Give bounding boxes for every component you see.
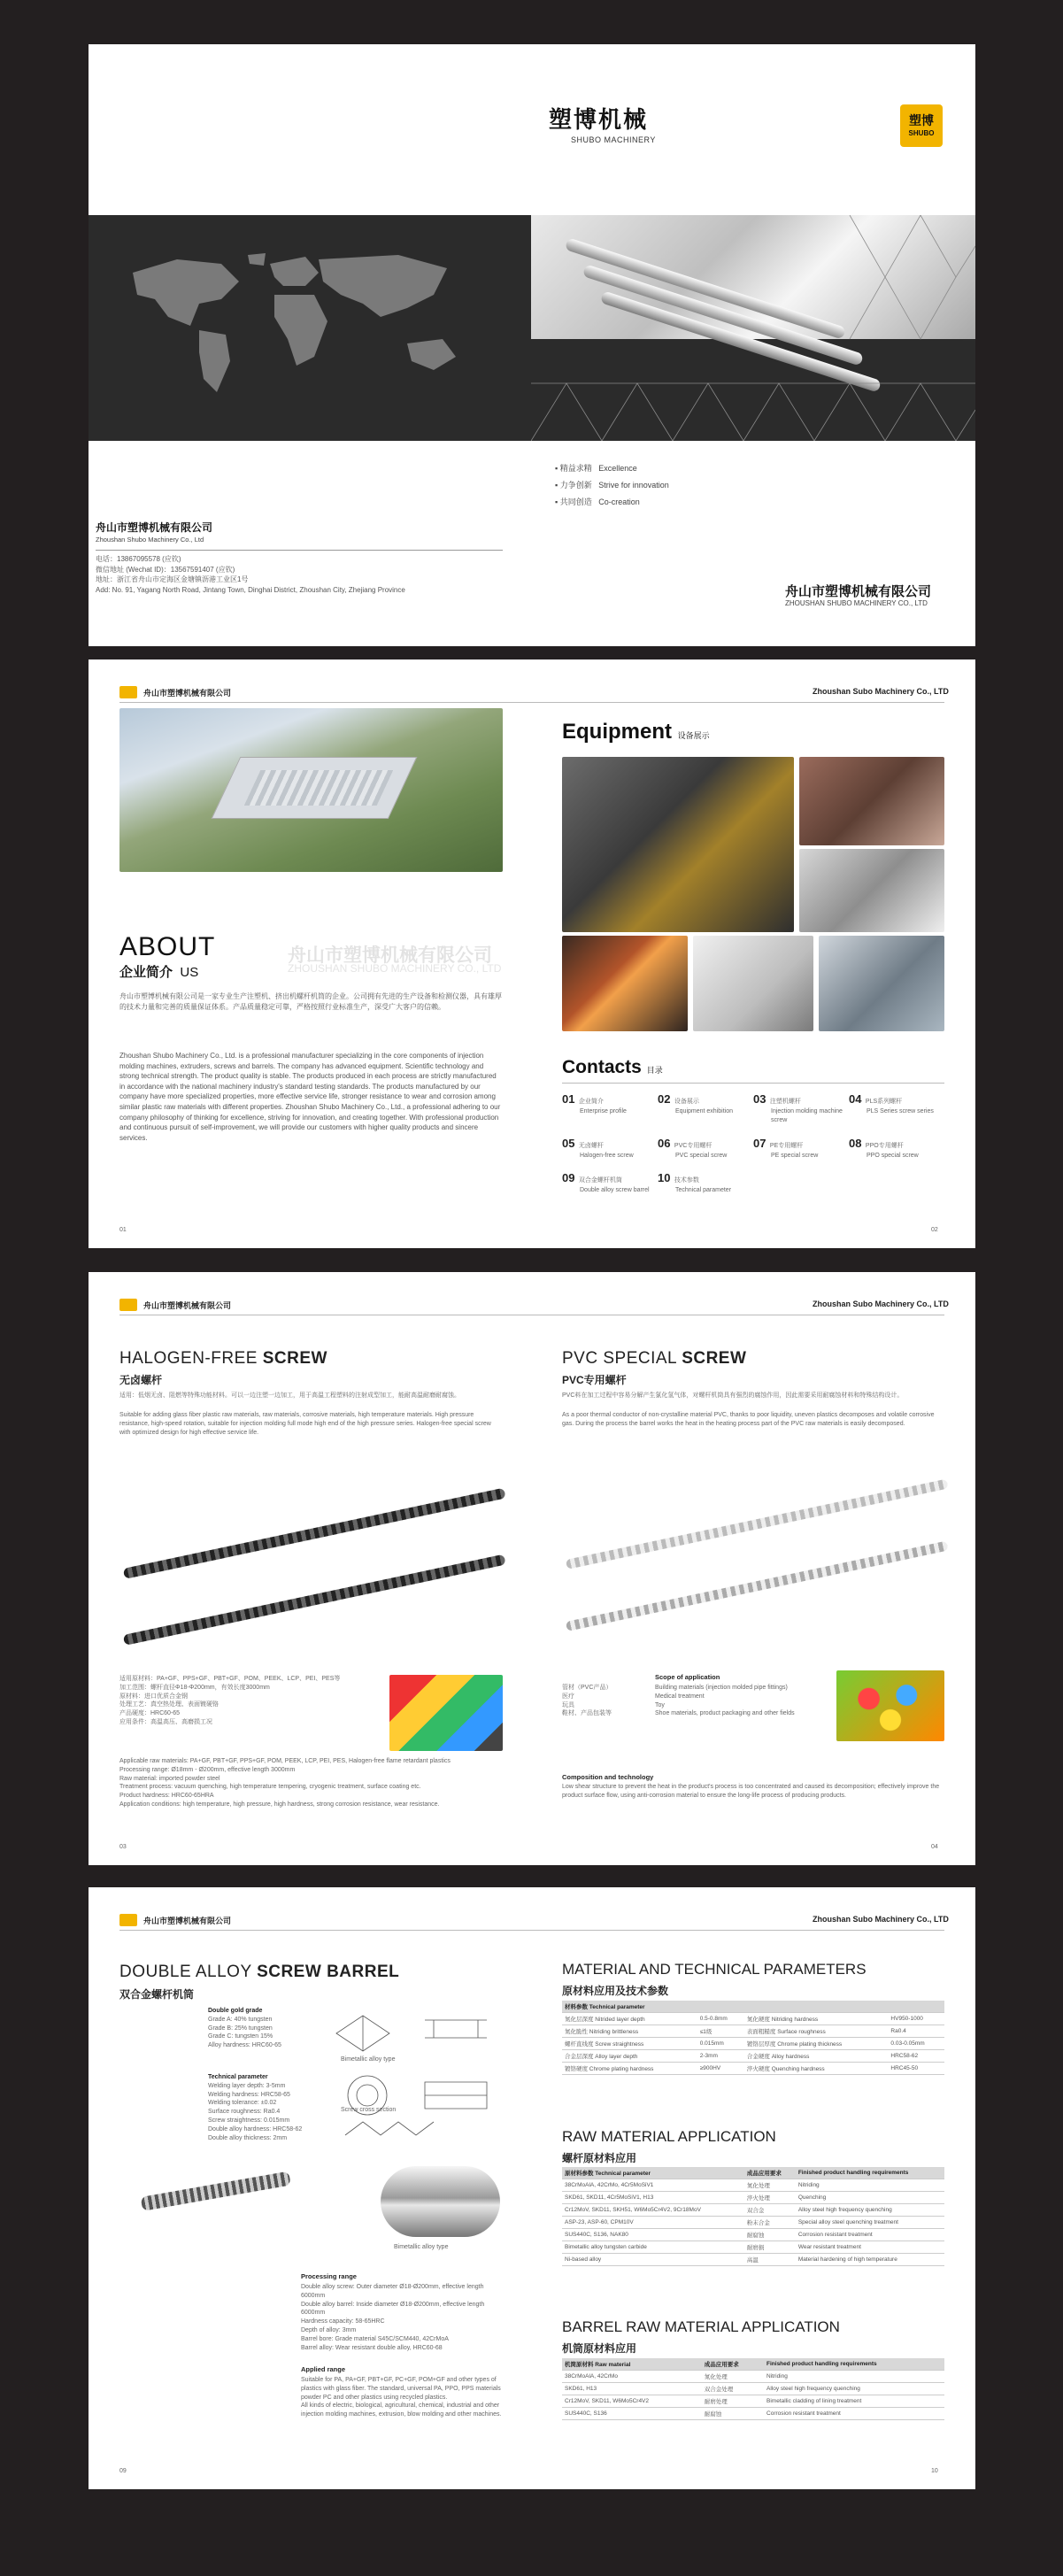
- equipment-title: Equipment 设备展示: [562, 720, 710, 744]
- processing-text: Double alloy screw: Outer diameter Ø18-Ø200mm, effective length 6000mm Double alloy barrel: Inside diameter Ø18-Ø200mm, effective length 6000mm Hardness capacity: 58-65HRC Depth of alloy: 3mm Barrel bore: Grade material S45C/SCM440, 42CrMoA Barrel alloy: Wear resistant double alloy, HRC60-68: [301, 2284, 485, 2351]
- factory-photo: [119, 708, 503, 872]
- about-subtitle: 企业简介 US: [119, 965, 199, 980]
- company-name-cn: 舟山市塑博机械有限公司: [96, 521, 213, 534]
- table-row: ASP-23, ASP-60, CPM10V 粉末合金 Special alloy steel quenching treatment: [562, 2217, 944, 2229]
- triangle-pattern: [531, 215, 975, 441]
- double-title: DOUBLE ALLOY SCREW BARREL: [119, 1963, 400, 1981]
- header-company-en: Zhoushan Subo Machinery Co., LTD: [813, 1915, 949, 1924]
- halogen-intro-cn: 适用：低烟无卤、阻燃等特殊功能材料。可以一边注塑一边加工，用于高温工程塑料的注射成型加工，能耐高温耐磨耐腐蚀。: [119, 1392, 460, 1399]
- raw-title-cn: 螺杆原材料应用: [562, 2152, 637, 2164]
- equipment-photo-lathe: [562, 757, 794, 932]
- about-text-cn: 舟山市塑博机械有限公司是一家专业生产注塑机、挤出机螺杆机筒的企业。公司拥有先进的生产设备和检测仪器，具有雄厚的技术力量和完善的质量保证体系。产品质量稳定可靠，严格按照行业标准生产，深受广大客户的信赖。: [119, 992, 502, 1011]
- about-text-en: Zhoushan Shubo Machinery Co., Ltd. is a professional manufacturer specializing in the core components of injection molding machines, extruders, screws and barrels. The company has advanced equipment. Scientific technology and strong technical strength. The product quality is stable. The products produced in each process are strictly manufactured in accordance with the national machinery industry's standard testing standards. The products manufactured by our company have more specialized properties, more effective service life, stronger resistance to wear and corrosion among similar plastic raw materials with different properties. Zhoushan Shubo Machinery Co., Ltd., a professional adhering to our company philosophy of thinking for excellence, striving for innovation, and creating together. With professional production and continuous pursuit of self-improvement, we will provide our customers with higher quality products and sincere services.: [119, 1052, 501, 1142]
- header-company-cn: 舟山市塑博机械有限公司: [143, 1917, 232, 1925]
- contact-info: 电话：13867095578 (应钦) 微信地址 (Wechat ID)：13567591407 (应钦) 地址：浙江省舟山市定海区金塘镇沥港工业区1号 Add: No. 91, Yagang North Road, Jintang Town, Dinghai District, Zhoushan City, Zhejiang Province: [96, 555, 405, 594]
- slogan-item: ▪ 力争创新 Strive for innovation: [555, 481, 669, 490]
- applied-text: Suitable for PA, PA+GF, PBT+GF, PC+GF, POM+GF and other types of plastics with glass fiber. The standard, universal PA, PPO, PPS materials powder PC and other plastics using recycled plastics. All kinds of electric, biological, agricultural, chemical, industrial and other injection molding machines, extrusion, blow molding and other machines.: [301, 2377, 502, 2418]
- table-row: 镀铬硬度 Chrome plating hardness ≥900HV 淬火硬度 Quenching hardness HRC45-50: [562, 2063, 944, 2075]
- header-logo: [119, 1914, 137, 1926]
- contents-list: [562, 1091, 944, 1195]
- header-company-en: Zhoushan Subo Machinery Co., LTD: [813, 1300, 949, 1308]
- barrel-title-cn: 机筒原材料应用: [562, 2342, 637, 2355]
- pvc-comp-title: Composition and technology: [562, 1773, 654, 1781]
- cover-top: [89, 44, 975, 212]
- header-logo: [119, 686, 137, 698]
- pvc-intro-en: As a poor thermal conductor of non-crystalline material PVC, thanks to poor liquidity, uneven plastics decomposes and volatile corrosive gas. During the process the barrel works the heat in the heating process part of the PVC raw materials is easily decomposed.: [562, 1412, 935, 1427]
- contacts-title: Contacts 目录: [562, 1057, 663, 1077]
- double-title-cn: 双合金螺杆机筒: [119, 1988, 195, 2001]
- table-row: SKD61, SKD11, 4Cr5MoSiV1, H13 淬火处理 Quenching: [562, 2192, 944, 2204]
- barrel-title: BARREL RAW MATERIAL APPLICATION: [562, 2318, 840, 2335]
- contents-item[interactable]: 01 企业简介 Enterprise profile: [562, 1092, 627, 1114]
- table-row: Bimetallic alloy tungsten carbide 耐磨损 Wear resistant treatment: [562, 2241, 944, 2254]
- material-title-cn: 原材料应用及技术参数: [562, 1985, 669, 1997]
- screw-page: [89, 1272, 975, 1865]
- contents-item[interactable]: 06 PVC专用螺杆 PVC special screw: [658, 1136, 728, 1159]
- table-row: SUS440C, S136, NAK80 耐腐蚀 Corrosion resistant treatment: [562, 2229, 944, 2241]
- contacts-divider: [562, 1083, 944, 1084]
- page-number: 02: [931, 1227, 938, 1233]
- halogen-spec-cn: 适用原材料：PA+GF、PPS+GF、PBT+GF、POM、PEEK、LCP、PEI、PES等 加工范围：螺杆直径Φ18-Φ200mm，有效长度3000mm 原材料：进口优质合金钢 处理工艺：真空热处理、表面镀硬铬 产品硬度：HRC60-65 应用条件：高温高压、高磨损工况: [119, 1676, 341, 1725]
- halogen-intro-en: Suitable for adding glass fiber plastic raw materials, raw materials, corrosive materials, high temperature materials. High pressure resistance, high-speed rotation, suitable for injection molding full mode high end of the high pressure series. Halogen-free special screw with optimized design for high effective service life.: [119, 1412, 491, 1436]
- tech-table: 材料参数 Technical parameter 氮化层深度 Nitrided layer depth 0.5-0.8mm 氮化硬度 Nitriding hardness HV950-1000 氮化脆性 Nitriding brittleness ≤1级 表面粗糙度 Surface roughness Ra0.4 螺杆直线度 Screw straightness 0.015mm 镀铬层厚度 Chrome plating thickness 0.03-0.05mm 合金层深度 Alloy layer depth 2-3mm 合金硬度 Alloy hardness HRC58-62 镀铬硬度 Chrome plating hardness ≥900HV 淬火硬度 Quenching hardness HRC45-50: [562, 2001, 944, 2075]
- raw-table: 原材料参数 Technical parameter 成品应用要求 Finished product handling requirements 38CrMoAlA, 42CrMo, 4Cr5MoSiV1 氮化处理 Nitriding SKD61, SKD11, 4Cr5MoSiV1, H13 淬火处理 Quenching Cr12MoV, SKD11, SKH51, W6Mo5Cr4V2, 9Cr18MoV 双合金 Alloy steel high frequency quenching ASP-23, ASP-60, CPM10V 粉末合金 Special alloy steel quenching treatment SUS440C, S136, NAK80 耐腐蚀 Corrosion resistant treatment Bimetallic alloy tungsten carbide 耐磨损 Wear resistant treatment Ni-based alloy 高温 Material hardening of high temperature: [562, 2167, 944, 2266]
- brand-en: SHUBO MACHINERY: [571, 135, 656, 144]
- cover-banner: [89, 215, 975, 441]
- contents-item[interactable]: 05 无卤螺杆 Halogen-free screw: [562, 1136, 634, 1159]
- diagram-label: Bimetallic alloy type: [341, 2056, 396, 2063]
- footer-company-en: ZHOUSHAN SHUBO MACHINERY CO., LTD: [785, 599, 928, 607]
- page-number: 03: [119, 1844, 127, 1850]
- material-page: [89, 1887, 975, 2489]
- equipment-photo-machine: [799, 757, 944, 845]
- header-company-cn: 舟山市塑博机械有限公司: [143, 1301, 232, 1310]
- divider: [96, 550, 503, 551]
- pvc-intro-cn: PVC料在加工过程中容易分解产生氯化氢气体，对螺杆机筒具有强烈的腐蚀作用，因此需要采用耐腐蚀材料和特殊结构设计。: [562, 1392, 904, 1399]
- brand-logo: 塑博 SHUBO: [900, 104, 943, 147]
- slogan-item: ▪ 共同创造 Co-creation: [555, 497, 640, 506]
- alloy-diagram: [327, 2007, 496, 2157]
- pvc-scope-table: 管材（PVC产品） Building materials (injection molded pipe fittings) 医疗 Medical treatment 玩具 Toy 鞋材、产品包装等 Shoe materials, product packaging and other fields: [562, 1685, 795, 1717]
- diagram-label: Screw cross section: [341, 2107, 397, 2113]
- halogen-material-photo: [389, 1675, 503, 1751]
- contents-item[interactable]: 07 PE专用螺杆 PE special screw: [753, 1136, 819, 1159]
- page-number: 04: [931, 1844, 938, 1850]
- pvc-comp-text: Low shear structure to prevent the heat in the product's process is too concentrated and caused its decomposition; effectively improve the product surface flow, using anti-corrosion material to ensure the long-life process of producing products.: [562, 1784, 940, 1799]
- brand-cn: 塑博机械: [549, 106, 649, 133]
- slogan-item: ▪ 精益求精 Excellence: [555, 464, 637, 473]
- about-page: [89, 659, 975, 1248]
- header-divider: [119, 1930, 944, 1931]
- pvc-toys-photo: [836, 1670, 944, 1741]
- table-row: Cr12MoV, SKD11, W6Mo5Cr4V2 耐磨处理 Bimetallic cladding of lining treatment: [562, 2395, 944, 2408]
- table-row: 38CrMoAlA, 42CrMo 氮化处理 Nitriding: [562, 2371, 944, 2383]
- grade-list: Double gold grade Grade A: 40% tungsten Grade B: 25% tungsten Grade C: tungsten 15% Alloy hardness: HRC60-65: [208, 2008, 281, 2049]
- pvc-scope-title: Scope of application: [655, 1673, 720, 1681]
- barrel-photo: [381, 2166, 500, 2237]
- contents-item[interactable]: 04 PLS系列螺杆 PLS Series screw series: [849, 1092, 934, 1114]
- table-row: Cr12MoV, SKD11, SKH51, W6Mo5Cr4V2, 9Cr18MoV 双合金 Alloy steel high frequency quenching: [562, 2204, 944, 2217]
- barrel-table: 机筒原材料 Raw material 成品应用要求 Finished product handling requirements 38CrMoAlA, 42CrMo 氮化处理 Nitriding SKD61, H13 双合金处理 Alloy steel high frequency quenching Cr12MoV, SKD11, W6Mo5Cr4V2 耐磨处理 Bimetallic cladding of lining treatment SUS440C, S136 耐腐蚀 Corrosion resistant treatment: [562, 2358, 944, 2420]
- about-watermark-en: ZHOUSHAN SHUBO MACHINERY CO., LTD: [288, 962, 502, 975]
- pvc-title: PVC SPECIAL SCREW: [562, 1349, 747, 1368]
- table-row: 螺杆直线度 Screw straightness 0.015mm 镀铬层厚度 Chrome plating thickness 0.03-0.05mm: [562, 2038, 944, 2050]
- halogen-title: HALOGEN-FREE SCREW: [119, 1349, 327, 1368]
- alloy-screw-sketch: [141, 2171, 291, 2211]
- raw-title: RAW MATERIAL APPLICATION: [562, 2128, 776, 2145]
- world-map-icon: [115, 246, 478, 401]
- table-row: 38CrMoAlA, 42CrMo, 4Cr5MoSiV1 氮化处理 Nitriding: [562, 2179, 944, 2192]
- table-row: 氮化脆性 Nitriding brittleness ≤1级 表面粗糙度 Surface roughness Ra0.4: [562, 2025, 944, 2038]
- equipment-photo-grinding: [819, 936, 944, 1031]
- page-number: 10: [931, 2468, 938, 2474]
- pvc-title-cn: PVC专用螺杆: [562, 1374, 627, 1386]
- table-row: SUS440C, S136 耐腐蚀 Corrosion resistant treatment: [562, 2408, 944, 2420]
- table-row: 合金层深度 Alloy layer depth 2-3mm 合金硬度 Alloy hardness HRC58-62: [562, 2050, 944, 2063]
- table-row: 氮化层深度 Nitrided layer depth 0.5-0.8mm 氮化硬度 Nitriding hardness HV950-1000: [562, 2013, 944, 2025]
- diagram-label: Bimetallic alloy type: [394, 2244, 449, 2250]
- contents-item[interactable]: 02 设备展示 Equipment exhibition: [658, 1092, 733, 1114]
- company-name-en: Zhoushan Shubo Machinery Co., Ltd: [96, 536, 204, 544]
- about-watermark-cn: 舟山市塑博机械有限公司: [288, 945, 492, 966]
- double-param-list: Technical parameter Welding layer depth: 3-5mm Welding hardness: HRC58-65 Welding tolerance: ±0.02 Surface roughness: Ra0.4 Screw straightness: 0.015mm Double alloy hardness: HRC58-62 Double alloy thickness: 2mm: [208, 2074, 303, 2141]
- header-divider: [119, 702, 944, 703]
- slogan-list: [555, 460, 669, 511]
- header-company-en: Zhoushan Subo Machinery Co., LTD: [813, 687, 949, 696]
- cover-page: [89, 44, 975, 646]
- contents-item[interactable]: 03 注塑机螺杆 Injection molding machine screw: [753, 1092, 843, 1123]
- about-title: ABOUT: [119, 932, 216, 961]
- halogen-title-cn: 无卤螺杆: [119, 1374, 163, 1386]
- page-number: 09: [119, 2468, 127, 2474]
- page-number: 01: [119, 1227, 127, 1233]
- applied-title: Applied range: [301, 2365, 346, 2373]
- equipment-photo-inspection: [693, 936, 813, 1031]
- material-title: MATERIAL AND TECHNICAL PARAMETERS: [562, 1961, 867, 1978]
- equipment-photo-furnace: [562, 936, 688, 1031]
- contents-item[interactable]: 09 双合金螺杆机筒 Double alloy screw barrel: [562, 1171, 650, 1194]
- table-row: Ni-based alloy 高温 Material hardening of high temperature: [562, 2254, 944, 2266]
- contents-item[interactable]: 10 技术参数 Technical parameter: [658, 1171, 732, 1194]
- processing-title: Processing range: [301, 2272, 357, 2280]
- halogen-spec-en: Applicable raw materials: PA+GF, PBT+GF, PPS+GF, POM, PEEK, LCP, PEI, PES, Halogen-free flame retardant plastics Processing range: Ø18mm - Ø200mm, effective length 3000mm Raw material: imported powder steel Treatment process: vacuum quenching, high temperature tempering, cryogenic treatment, surface coating etc. Product hardness: HRC60-65HRA Application conditions: high temperature, high pressure, high hardness, strong corrosion resistance, wear resistance.: [119, 1758, 451, 1808]
- halogen-screw-image: [123, 1554, 506, 1646]
- header-company-cn: 舟山市塑博机械有限公司: [143, 689, 232, 698]
- table-row: SKD61, H13 双合金处理 Alloy steel high frequency quenching: [562, 2383, 944, 2395]
- contents-item[interactable]: 08 PPO专用螺杆 PPO special screw: [849, 1136, 919, 1159]
- footer-company-cn: 舟山市塑博机械有限公司: [785, 584, 932, 599]
- equipment-photo-cnc: [799, 849, 944, 932]
- header-logo: [119, 1299, 137, 1311]
